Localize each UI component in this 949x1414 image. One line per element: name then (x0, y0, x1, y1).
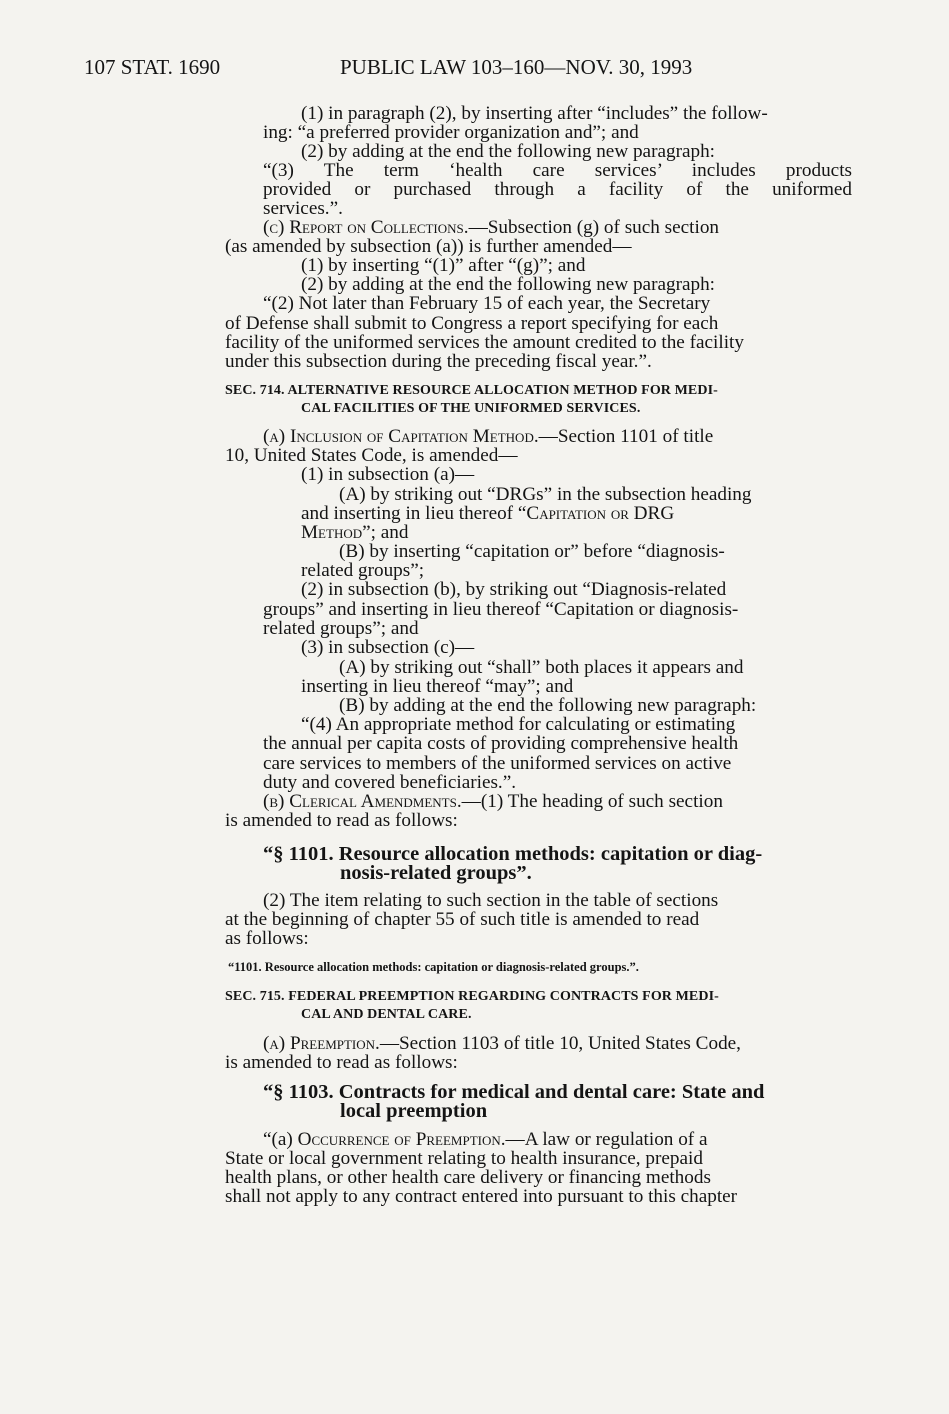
body-line: duty and covered beneficiaries.”. (263, 772, 517, 793)
subsection-line: (c) Report on Collections.—Subsection (g) of such section (263, 217, 720, 238)
body-line: provided or purchased through a facility of the uniformed (263, 179, 852, 200)
body-line: (2) The item relating to such section in the table of sections (263, 890, 719, 911)
body-line: (1) in paragraph (2), by inserting after “includes” the follow- (301, 103, 768, 124)
body-line: “(3) The term ‘health care services’ includes products (263, 160, 852, 181)
body-line: (B) by adding at the end the following new paragraph: (339, 695, 757, 716)
body-line: (B) by inserting “capitation or” before “diagnosis- (339, 541, 725, 562)
section-heading-cont: CAL AND DENTAL CARE. (301, 1007, 472, 1022)
code-section-heading: “§ 1103. Contracts for medical and dental care: State and (263, 1081, 765, 1103)
body-line: is amended to read as follows: (225, 810, 458, 831)
body-line: of Defense shall submit to Congress a report specifying for each (225, 313, 719, 334)
section-heading: SEC. 715. FEDERAL PREEMPTION REGARDING CONTRACTS FOR MEDI- (225, 989, 719, 1004)
body-line: health plans, or other health care delivery or financing methods (225, 1167, 711, 1188)
body-line: related groups”; (301, 560, 425, 581)
subsection-heading: (b) Clerical Amendments. (263, 791, 462, 812)
body-line: at the beginning of chapter 55 of such title is amended to read (225, 909, 700, 930)
body-line: Method”; and (301, 522, 409, 543)
body-line: as follows: (225, 928, 309, 949)
body-line: (2) by adding at the end the following new paragraph: (301, 141, 716, 162)
body-line: the annual per capita costs of providing comprehensive health (263, 733, 739, 754)
subsection-heading: (a) Inclusion of Capitation Method. (263, 426, 539, 447)
body-line: services.”. (263, 198, 343, 219)
body-line: (3) in subsection (c)— (301, 637, 475, 658)
body-line: under this subsection during the preceding fiscal year.”. (225, 351, 652, 372)
body-line: and inserting in lieu thereof “Capitation or DRG (301, 503, 675, 524)
body-line: “(2) Not later than February 15 of each year, the Secretary (263, 293, 711, 314)
code-section-heading: “§ 1101. Resource allocation methods: capitation or diag- (263, 843, 763, 865)
body-line: is amended to read as follows: (225, 1052, 458, 1073)
code-section-heading-cont: local preemption (340, 1100, 488, 1122)
body-line: (1) in subsection (a)— (301, 464, 475, 485)
subsection-line: (a) Preemption.—Section 1103 of title 10, United States Code, (263, 1033, 741, 1054)
subsection-heading: (c) Report on Collections. (263, 217, 469, 238)
body-line: groups” and inserting in lieu thereof “Capitation or diagnosis- (263, 599, 739, 620)
code-section-heading-cont: nosis-related groups”. (340, 862, 532, 884)
body-line: “(4) An appropriate method for calculating or estimating (301, 714, 736, 735)
body-line: related groups”; and (263, 618, 419, 639)
body-line: (as amended by subsection (a)) is further amended— (225, 236, 632, 257)
subsection-line: (b) Clerical Amendments.—(1) The heading of such section (263, 791, 723, 812)
body-line: (1) by inserting “(1)” after “(g)”; and (301, 255, 586, 276)
section-heading-cont: CAL FACILITIES OF THE UNIFORMED SERVICES. (301, 401, 641, 416)
subsection-heading: (a) Preemption. (263, 1033, 380, 1054)
body-line: care services to members of the uniformed services on active (263, 753, 732, 774)
running-header: PUBLIC LAW 103–160—NOV. 30, 1993 (340, 55, 693, 79)
body-line: shall not apply to any contract entered into pursuant to this chapter (225, 1186, 738, 1207)
body-line: (A) by striking out “DRGs” in the subsection heading (339, 484, 752, 505)
body-line: ing: “a preferred provider organization and”; and (263, 122, 639, 143)
body-line: inserting in lieu thereof “may”; and (301, 676, 574, 697)
section-heading: SEC. 714. ALTERNATIVE RESOURCE ALLOCATION METHOD FOR MEDI- (225, 383, 718, 398)
subsection-heading: Occurrence of Preemption. (297, 1129, 506, 1150)
body-line: 10, United States Code, is amended— (225, 445, 518, 466)
body-line: (A) by striking out “shall” both places it appears and (339, 657, 744, 678)
body-line: facility of the uniformed services the amount credited to the facility (225, 332, 744, 353)
table-of-sections-item: “1101. Resource allocation methods: capitation or diagnosis-related groups.”. (228, 960, 639, 974)
page-number: 107 STAT. 1690 (84, 55, 221, 79)
subsection-line: “(a) Occurrence of Preemption.—A law or regulation of a (263, 1129, 708, 1150)
subsection-line: (a) Inclusion of Capitation Method.—Section 1101 of title (263, 426, 714, 447)
body-line: State or local government relating to health insurance, prepaid (225, 1148, 703, 1169)
body-line: (2) by adding at the end the following new paragraph: (301, 274, 716, 295)
body-line: (2) in subsection (b), by striking out “Diagnosis-related (301, 579, 727, 600)
